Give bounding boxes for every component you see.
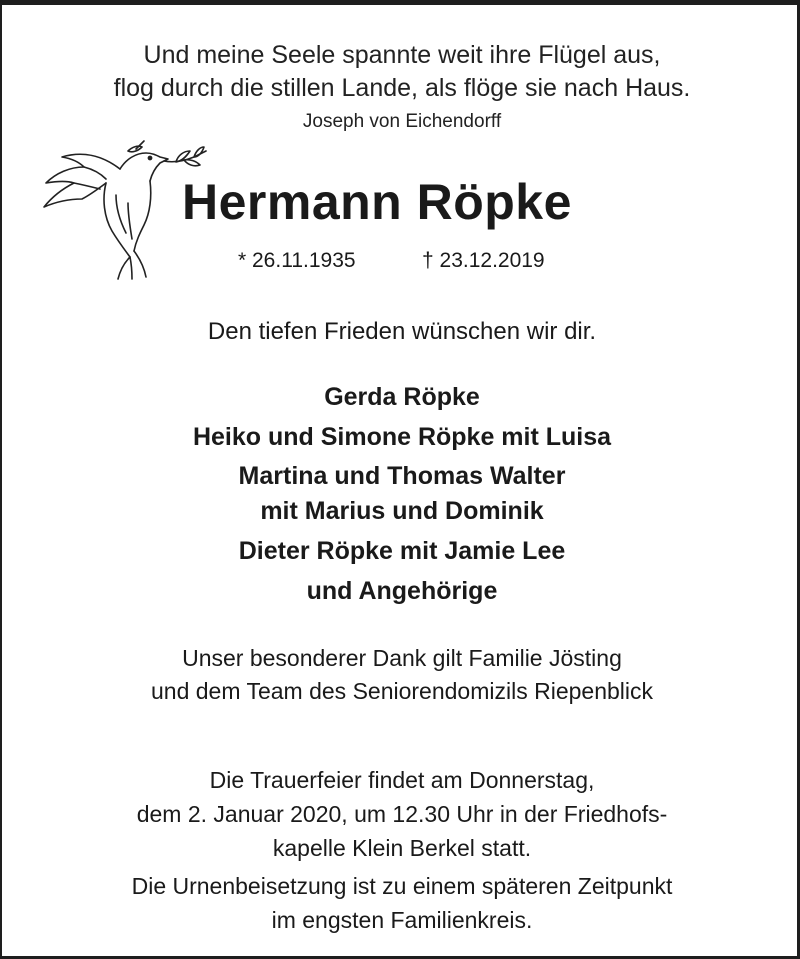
- mourner-entry: Dieter Röpke mit Jamie Lee: [238, 537, 566, 565]
- mourner-entry: Gerda Röpke: [324, 383, 480, 411]
- urn-line-1: Die Urnenbeisetzung ist zu einem späteren Zeitpunkt: [131, 873, 673, 899]
- thanks-line-1: Unser besonderer Dank gilt Familie Jösting: [182, 645, 622, 671]
- funeral-service-note: [2, 763, 800, 865]
- urn-line-2: im engsten Familienkreis.: [271, 907, 533, 933]
- thanks-line-2: und dem Team des Seniorendomizils Riepenblick: [150, 678, 653, 704]
- mourner-entry: Martina und Thomas Walter: [238, 462, 566, 490]
- quote-line-1: Und meine Seele spannte weit ihre Flügel aus,: [143, 41, 661, 69]
- ceremony-line-1: Die Trauerfeier findet am Donnerstag,: [209, 767, 595, 793]
- poem-quote: [2, 39, 800, 105]
- deceased-name: Hermann Röpke: [182, 174, 572, 230]
- mourner-entry: mit Marius und Dominik: [260, 497, 544, 525]
- quote-author: Joseph von Eichendorff: [302, 111, 502, 132]
- mourners-list: [2, 379, 800, 609]
- ceremony-line-2: dem 2. Januar 2020, um 12.30 Uhr in der Friedhofs-: [136, 801, 668, 827]
- death-date: † 23.12.2019: [422, 249, 545, 272]
- mourner-entry: Heiko und Simone Röpke mit Luisa: [192, 423, 612, 451]
- quote-line-2: flog durch die stillen Lande, als flöge sie nach Haus.: [113, 74, 691, 102]
- ceremony-line-3: kapelle Klein Berkel statt.: [272, 835, 532, 861]
- dove-with-olive-branch-icon: [32, 133, 207, 281]
- farewell-wish: Den tiefen Frieden wünschen wir dir.: [207, 318, 597, 345]
- thanks-note: [2, 642, 800, 708]
- birth-date: * 26.11.1935: [238, 249, 356, 272]
- urn-burial-note: [2, 869, 800, 937]
- mourner-entry: und Angehörige: [306, 577, 498, 605]
